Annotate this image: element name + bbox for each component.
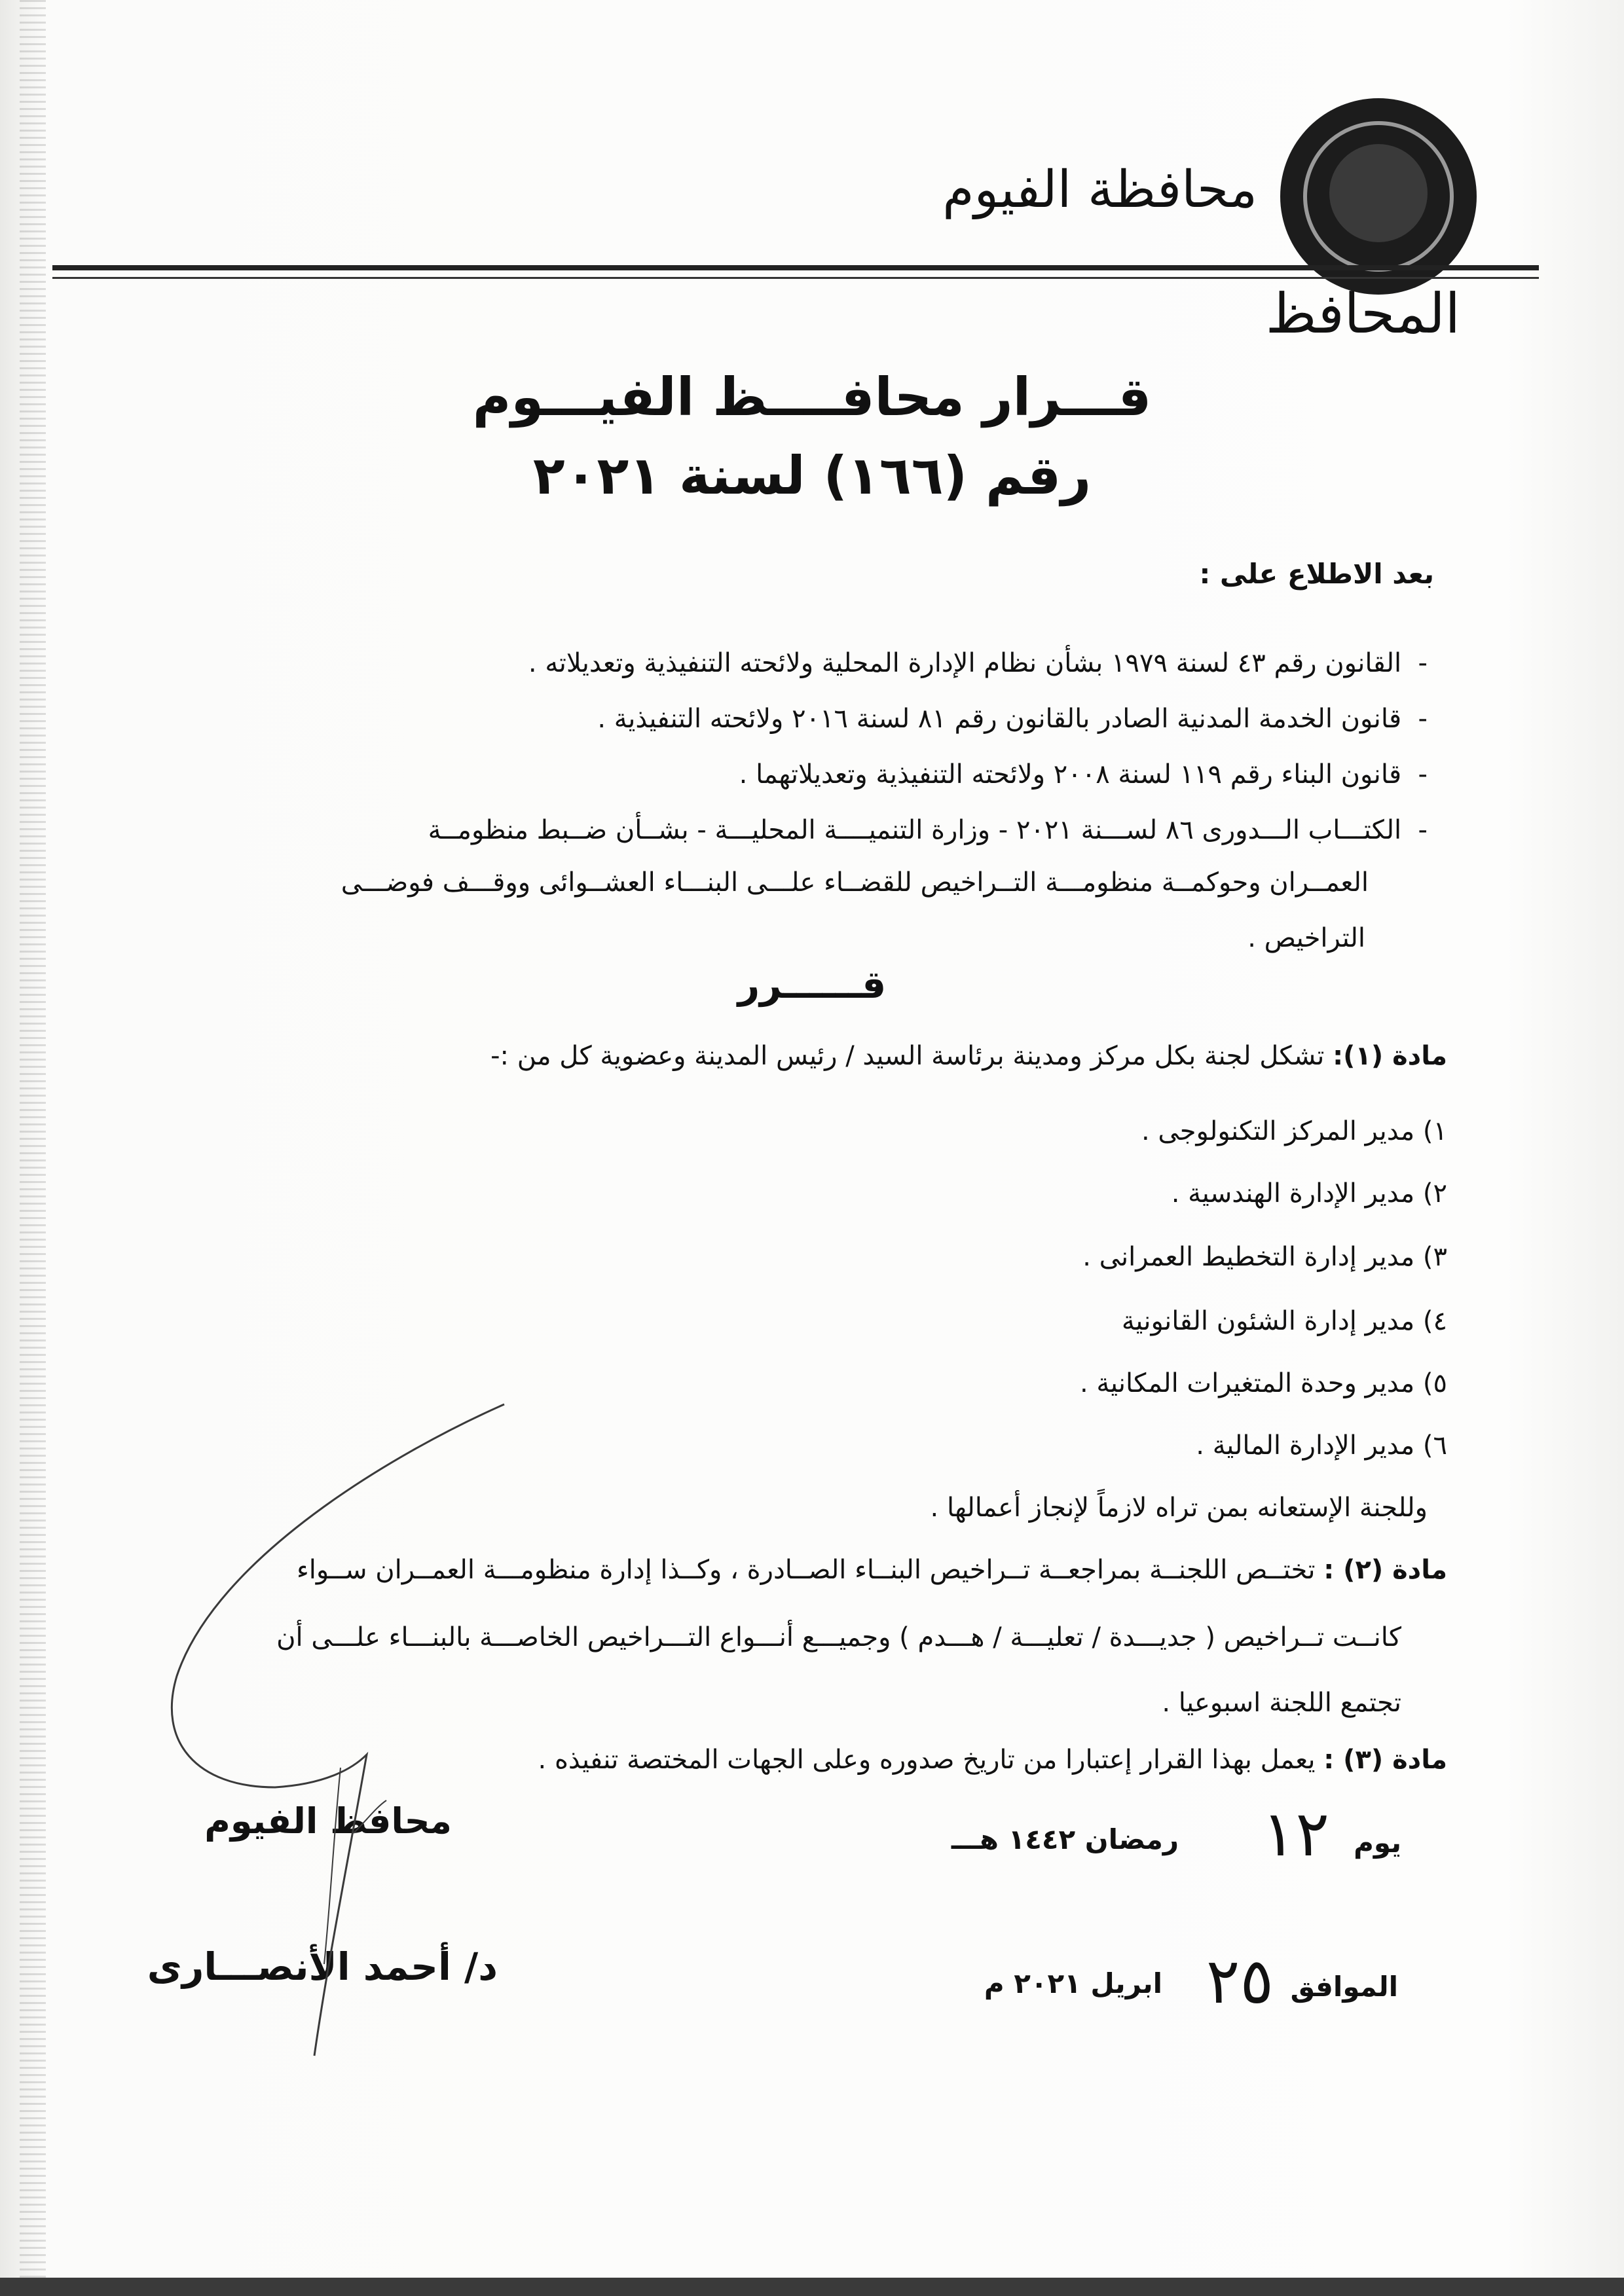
office-name: المحافظ	[1265, 282, 1460, 346]
article-text: تشكل لجنة بكل مركز ومدينة برئاسة السيد / رئيس المدينة وعضوية كل من :-	[490, 1041, 1325, 1071]
member-item: ٥) مدير وحدة المتغيرات المكانية .	[1079, 1368, 1447, 1398]
decree-number: رقم (١٦٦) لسنة ٢٠٢١	[532, 445, 1092, 506]
preamble-item: - القانون رقم ٤٣ لسنة ١٩٧٩ بشأن نظام الإدارة المحلية ولائحته التنفيذية وتعديلاته .	[528, 648, 1428, 678]
member-item: ٢) مدير الإدارة الهندسية .	[1171, 1178, 1447, 1209]
greg-date-label: الموافق	[1290, 1971, 1398, 2003]
preamble-item-cont: العمــران وحوكمــة منظومـــة التــراخيص للقضــاء علـــى البنـــاء العشــوائى ووقـــف فوضـــى	[341, 867, 1369, 898]
scan-edge	[20, 0, 46, 2296]
signatory-name: د/ أحمد الأنصـــارى	[147, 1944, 498, 1989]
article-label: مادة (٢) :	[1323, 1555, 1447, 1585]
hijri-month-year: رمضان ١٤٤٢ هـــ	[951, 1823, 1179, 1855]
preamble-heading: بعد الاطلاع على :	[1199, 558, 1434, 590]
hijri-date-label: يوم	[1354, 1827, 1401, 1859]
article-2-line: تجتمع اللجنة اسبوعيا .	[1162, 1688, 1401, 1718]
preamble-item: - قانون البناء رقم ١١٩ لسنة ٢٠٠٨ ولائحته التنفيذية وتعديلاتهما .	[739, 759, 1428, 790]
signatory-title: محافظ الفيوم	[204, 1800, 452, 1842]
member-item: ١) مدير المركز التكنولوجى .	[1141, 1116, 1447, 1146]
preamble-item-cont: التراخيص .	[1247, 923, 1365, 953]
decree-title: قـــرار محافــــظ الفيـــوم	[472, 367, 1152, 428]
article-label: مادة (١):	[1333, 1041, 1447, 1071]
article-label: مادة (٣) :	[1323, 1745, 1447, 1775]
article-2	[297, 1555, 1447, 1585]
scan-border	[0, 2278, 1624, 2296]
article-text: يعمل بهذا القرار إعتبارا من تاريخ صدوره وعلى الجهات المختصة تنفيذه .	[538, 1745, 1316, 1775]
article-1	[490, 1041, 1447, 1071]
committee-note: وللجنة الإستعانه بمن تراه لازماً لإنجاز أعمالها .	[930, 1493, 1428, 1523]
member-item: ٣) مدير إدارة التخطيط العمرانى .	[1082, 1242, 1447, 1272]
greg-day: ٢٥	[1206, 1944, 1274, 2018]
article-2-line: كانــت تــراخيص ( جديـــدة / تعليـــة / هـــدم ) وجميـــع أنـــواع التـــراخيص الخاصـــة بالبنـــاء علـــى أن	[276, 1622, 1401, 1652]
hijri-day: ١٢	[1261, 1797, 1329, 1870]
preamble-item: - قانون الخدمة المدنية الصادر بالقانون رقم ٨١ لسنة ٢٠١٦ ولائحته التنفيذية .	[597, 704, 1428, 734]
article-text: تختــص اللجنــة بمراجعــة تــراخيص البنــاء الصــادرة ، وكــذا إدارة منظومـــة العمــران ســواء	[297, 1555, 1316, 1585]
member-item: ٤) مدير إدارة الشئون القانونية	[1121, 1306, 1447, 1336]
article-3	[538, 1745, 1447, 1775]
decision-heading: قــــــرر	[737, 962, 887, 1007]
header-rule	[52, 265, 1539, 270]
header-rule-thin	[52, 277, 1539, 279]
preamble-item: - الكتـــاب الـــدورى ٨٦ لســـنة ٢٠٢١ - وزارة التنميــــة المحليـــة - بشــأن ضــبط منظومــة	[428, 815, 1428, 845]
governorate-name: محافظة الفيوم	[942, 160, 1257, 219]
greg-month-year: ابريل ٢٠٢١ م	[984, 1967, 1162, 1999]
member-item: ٦) مدير الإدارة المالية .	[1196, 1430, 1447, 1461]
